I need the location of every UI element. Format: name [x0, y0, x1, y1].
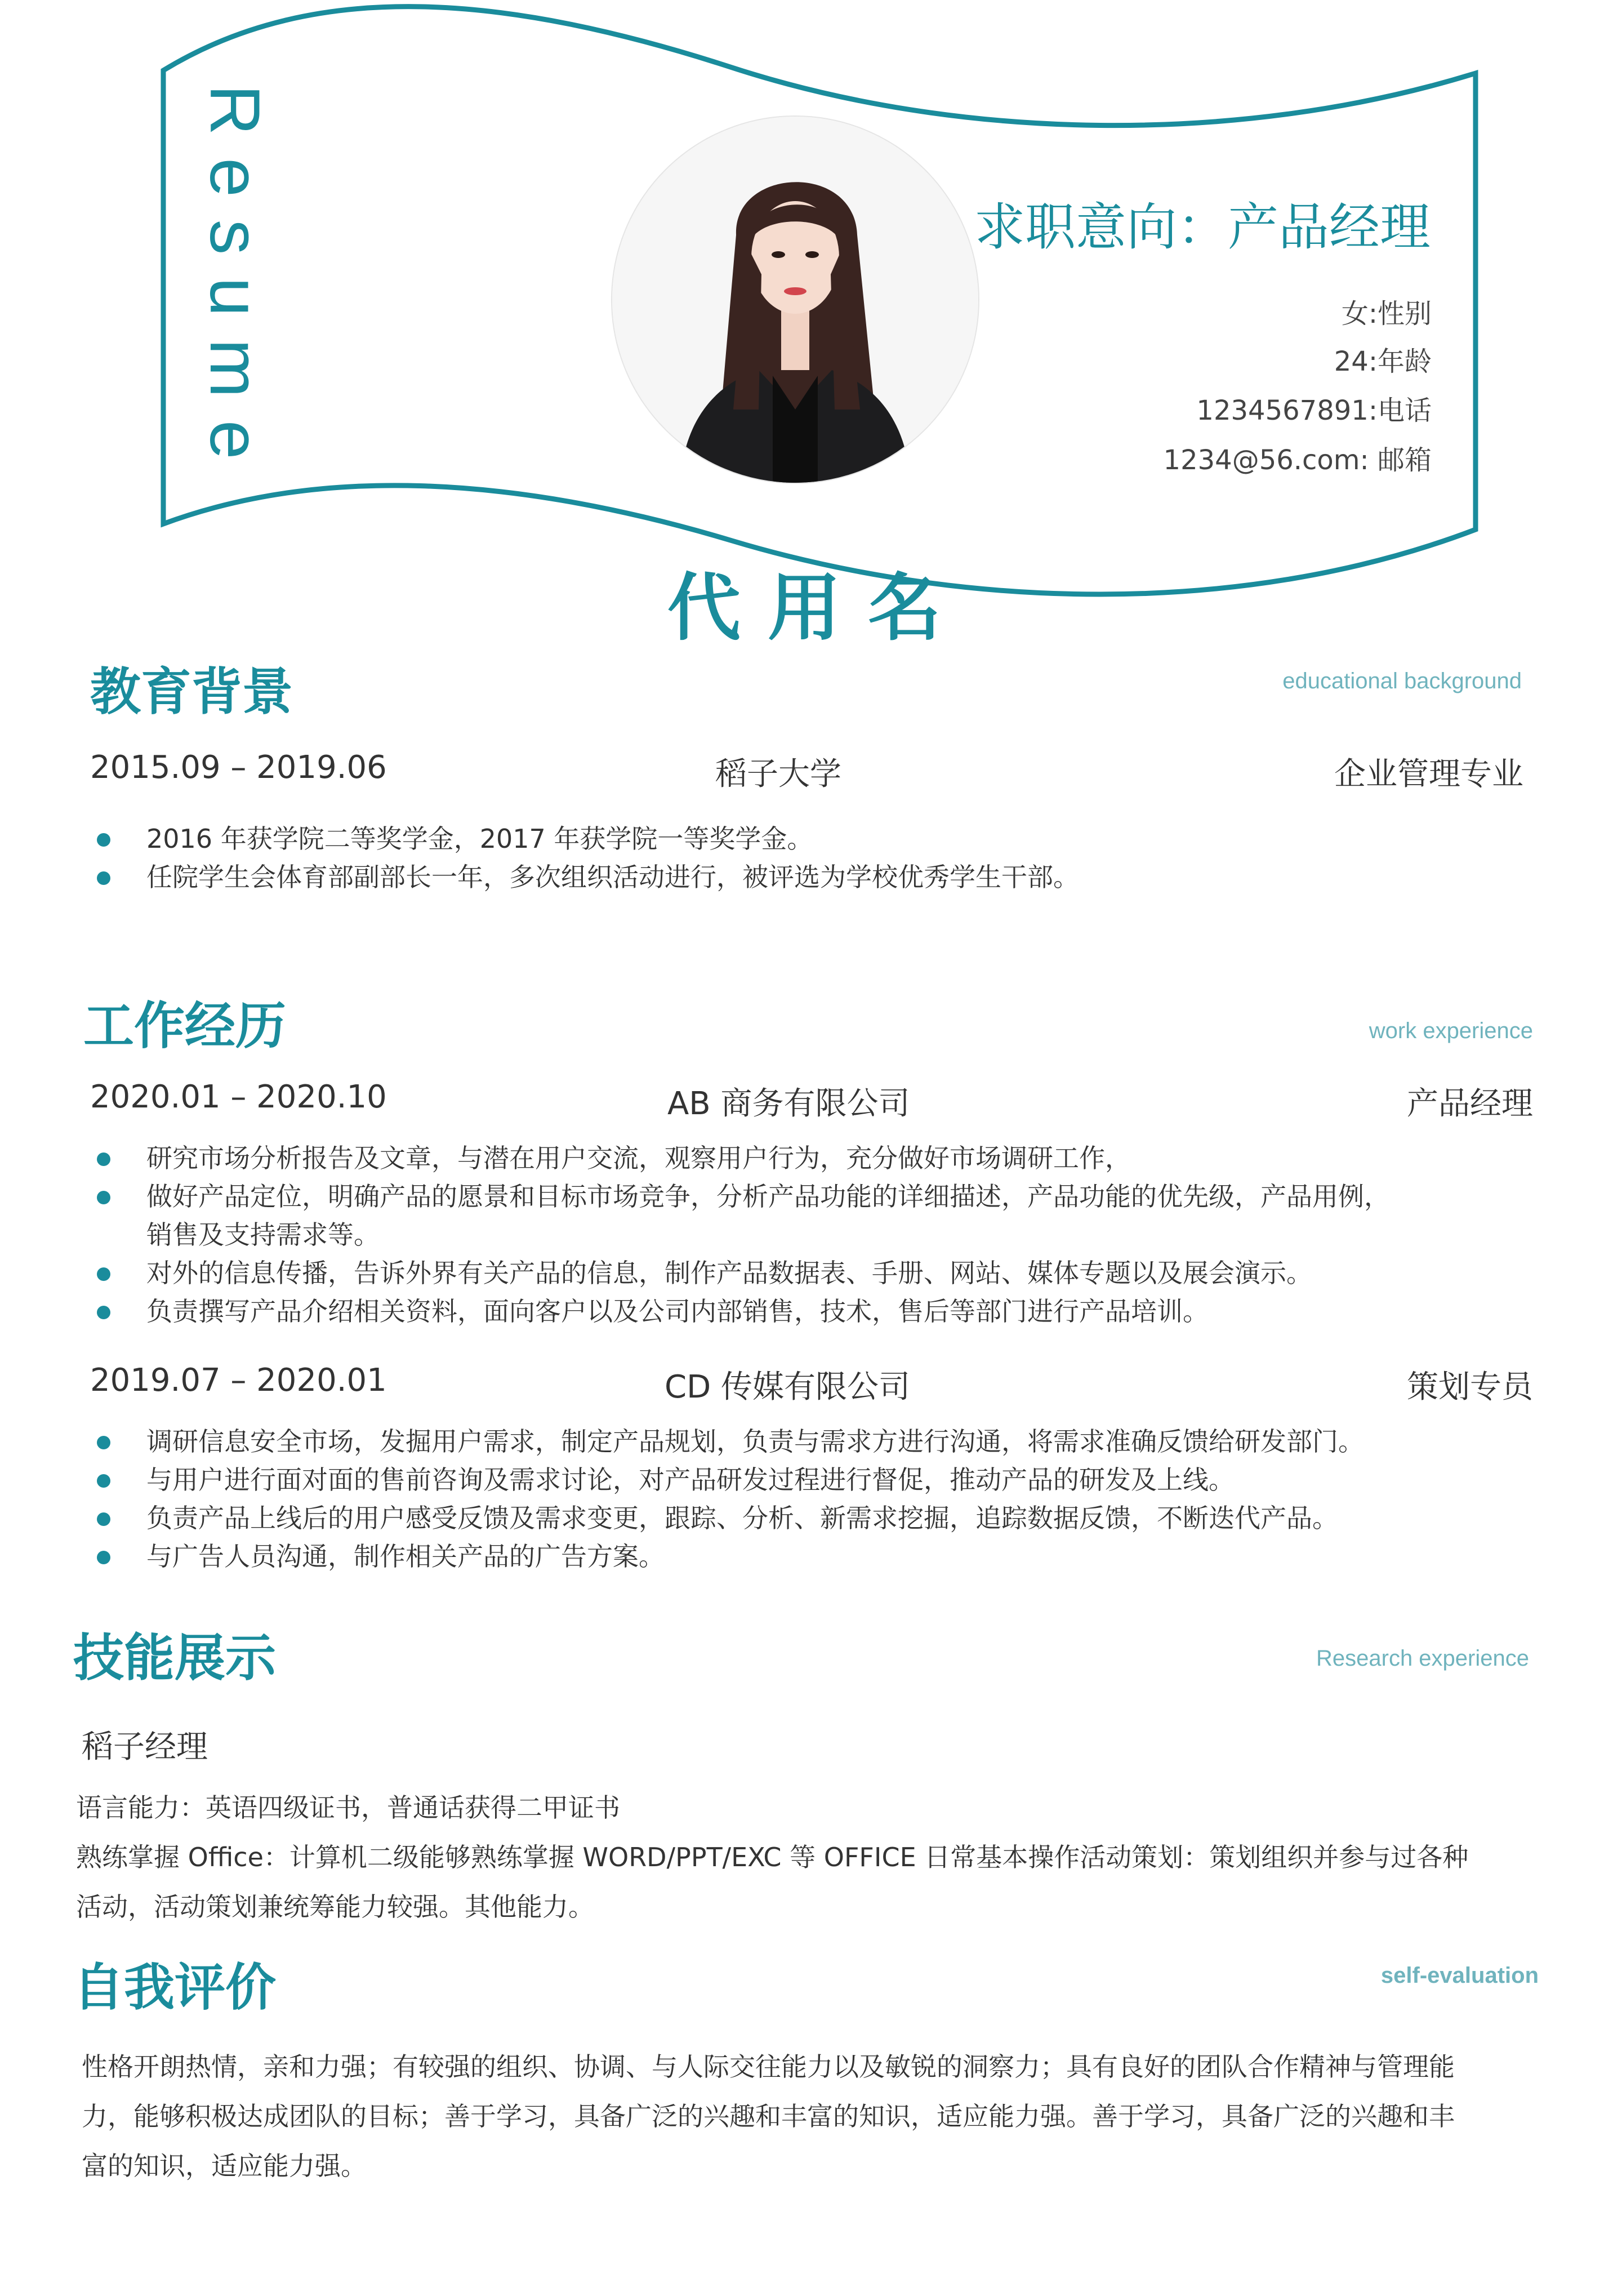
bullet-dot-icon [97, 1436, 110, 1449]
education-school: 稻子大学 [715, 756, 841, 793]
list-item: 2016 年获学院二等奖学金，2017 年获学院一等奖学金。 [90, 820, 1079, 858]
resume-vertical-title: Resume [195, 84, 274, 482]
self-eval-line: 力，能够积极达成团队的目标；善于学习，具备广泛的兴趣和丰富的知识，适应能力强。善于学习，具备广泛的兴趣和丰 [82, 2101, 1455, 2132]
education-major: 企业管理专业 [1334, 756, 1523, 793]
info-phone: 1234567891:电话 [1196, 395, 1432, 426]
self-eval-section-subtitle: self-evaluation [1380, 1963, 1539, 1988]
info-age: 24:年龄 [1334, 346, 1432, 377]
list-item: 调研信息安全市场，发掘用户需求，制定产品规划，负责与需求方进行沟通，将需求准确反馈给研发部门。 [90, 1422, 1364, 1461]
bullet-dot-icon [97, 1267, 110, 1281]
skills-section-subtitle: Research experience [1316, 1646, 1529, 1671]
skills-section-title: 技能展示 [73, 1628, 276, 1688]
self-eval-line: 富的知识，适应能力强。 [82, 2151, 367, 2181]
list-item: 负责撰写产品介绍相关资料，面向客户以及公司内部销售，技术，售后等部门进行产品培训。 [90, 1292, 1390, 1331]
profile-photo [611, 115, 979, 484]
job-1-period: 2020.01 – 2020.10 [90, 1079, 387, 1115]
bullet-dot-icon [97, 1551, 110, 1564]
job-1-company: AB 商务有限公司 [667, 1085, 910, 1122]
bullet-dot-icon [97, 1474, 110, 1488]
education-period: 2015.09 – 2019.06 [90, 749, 387, 786]
job-objective: 求职意向：产品经理 [974, 198, 1431, 257]
job-1-role: 产品经理 [1407, 1085, 1533, 1122]
list-item: 与用户进行面对面的售前咨询及需求讨论，对产品研发过程进行督促，推动产品的研发及上线。 [90, 1461, 1364, 1499]
self-eval-line: 性格开朗热情，亲和力强；有较强的组织、协调、与人际交往能力以及敏锐的洞察力；具有良好的团队合作精神与管理能 [82, 2052, 1455, 2082]
skills-subtitle: 稻子经理 [82, 1729, 208, 1765]
bullet-dot-icon [97, 1153, 110, 1166]
skills-line: 熟练掌握 Office：计算机二级能够熟练掌握 WORD/PPT/EXC 等 OFFICE 日常基本操作活动策划：策划组织并参与过各种 [76, 1842, 1469, 1872]
job-1-bullet-list [90, 1139, 1390, 1331]
list-item-continuation: 销售及支持需求等。 [146, 1220, 380, 1250]
list-item: 与广告人员沟通，制作相关产品的广告方案。 [90, 1537, 1364, 1576]
work-section-title: 工作经历 [83, 996, 286, 1056]
list-item: 做好产品定位，明确产品的愿景和目标市场竞争，分析产品功能的详细描述，产品功能的优先级，产品用例， [90, 1177, 1390, 1216]
self-eval-paragraph [82, 2042, 1557, 2191]
education-bullet-list [90, 820, 1079, 896]
bullet-dot-icon [97, 871, 110, 885]
candidate-name: 代用名 [667, 565, 969, 651]
education-section-subtitle: educational background [1282, 669, 1522, 693]
job-2-role: 策划专员 [1407, 1369, 1533, 1405]
education-section-title: 教育背景 [90, 662, 293, 722]
list-item: 负责产品上线后的用户感受反馈及需求变更，跟踪、分析、新需求挖掘，追踪数据反馈，不断迭代产品。 [90, 1499, 1364, 1537]
skills-paragraph [76, 1783, 1552, 1932]
info-gender: 女:性别 [1341, 298, 1432, 330]
job-2-bullet-list [90, 1422, 1364, 1576]
work-section-subtitle: work experience [1369, 1018, 1533, 1043]
skills-line: 活动，活动策划兼统筹能力较强。其他能力。 [76, 1892, 594, 1922]
job-2-company: CD 传媒有限公司 [665, 1369, 911, 1405]
bullet-dot-icon [97, 1191, 110, 1204]
skills-line: 语言能力：英语四级证书，普通话获得二甲证书 [76, 1792, 620, 1823]
list-item: 任院学生会体育部副部长一年，多次组织活动进行，被评选为学校优秀学生干部。 [90, 858, 1079, 896]
self-eval-section-title: 自我评价 [73, 1958, 276, 2017]
info-email: 1234@56.com: 邮箱 [1163, 444, 1432, 476]
list-item: 对外的信息传播，告诉外界有关产品的信息，制作产品数据表、手册、网站、媒体专题以及展会演示。 [90, 1254, 1390, 1292]
list-item: 研究市场分析报告及文章，与潜在用户交流，观察用户行为，充分做好市场调研工作， [90, 1139, 1390, 1177]
bullet-dot-icon [97, 1512, 110, 1526]
job-2-period: 2019.07 – 2020.01 [90, 1362, 387, 1399]
bullet-dot-icon [97, 1306, 110, 1319]
bullet-dot-icon [97, 833, 110, 847]
